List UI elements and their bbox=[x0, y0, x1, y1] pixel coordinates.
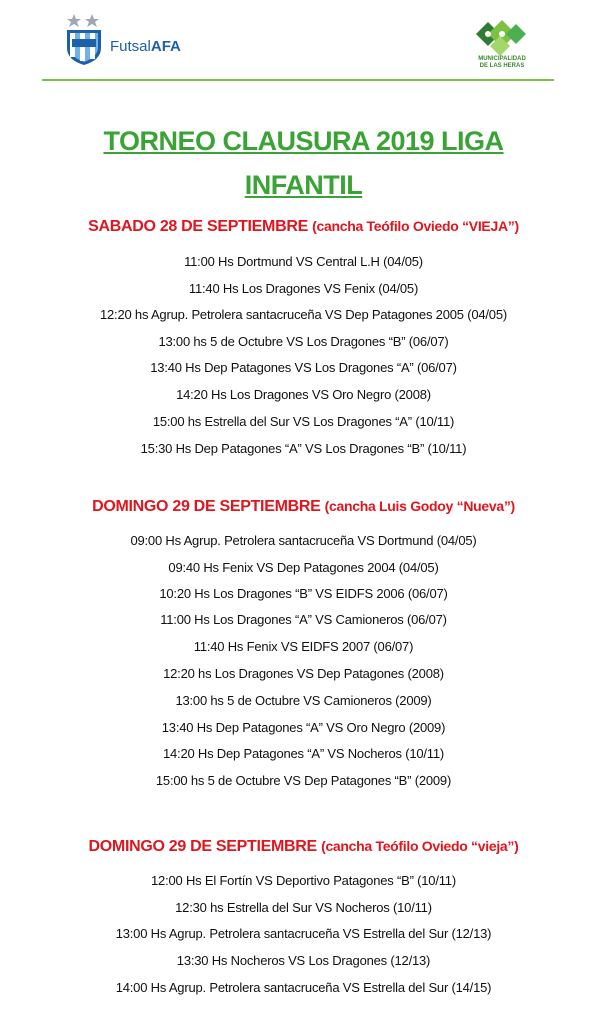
section-heading: SABADO 28 DE SEPTIEMBRE (cancha Teófilo Oviedo “VIEJA”) bbox=[88, 218, 519, 235]
match-row: 14:20 Hs Los Dragones VS Oro Negro (2008) bbox=[176, 387, 431, 402]
match-row: 14:20 Hs Dep Patagones “A” VS Nocheros (10/11) bbox=[162, 746, 445, 761]
match-row: 13:00 hs 5 de Octubre VS Camioneros (2009) bbox=[175, 693, 432, 708]
municipalidad-label: MUNICIPALIDAD DE LAS HERAS bbox=[478, 56, 526, 69]
afa-shield-logo bbox=[64, 12, 104, 66]
match-row: 13:00 hs 5 de Octubre VS Los Dragones “B” (06/07) bbox=[158, 334, 449, 349]
match-row: 11:40 Hs Los Dragones VS Fenix (04/05) bbox=[188, 281, 419, 296]
header-divider bbox=[42, 79, 554, 81]
match-row: 13:00 Hs Agrup. Petrolera santacruceña VS Estrella del Sur (12/13) bbox=[115, 926, 492, 941]
match-row: 11:00 Hs Dortmund VS Central L.H (04/05) bbox=[184, 254, 423, 269]
tournament-title-line2: INFANTIL bbox=[244, 170, 363, 200]
match-row: 09:40 Hs Fenix VS Dep Patagones 2004 (04/05) bbox=[168, 560, 439, 575]
header bbox=[0, 0, 607, 82]
match-row: 13:40 Hs Dep Patagones VS Los Dragones “A” (06/07) bbox=[150, 360, 457, 375]
match-row: 15:00 hs 5 de Octubre VS Dep Patagones “B” (2009) bbox=[155, 773, 452, 788]
match-row: 13:40 Hs Dep Patagones “A” VS Oro Negro (2009) bbox=[161, 720, 446, 735]
match-row: 11:00 Hs Los Dragones “A” VS Camioneros (06/07) bbox=[160, 612, 447, 627]
match-row: 09:00 Hs Agrup. Petrolera santacruceña VS Dortmund (04/05) bbox=[130, 533, 477, 548]
futsal-afa-brand: FutsalAFA bbox=[110, 38, 181, 55]
match-row: 14:00 Hs Agrup. Petrolera santacruceña VS Estrella del Sur (14/15) bbox=[115, 980, 492, 995]
match-row: 11:40 Hs Fenix VS EIDFS 2007 (06/07) bbox=[193, 639, 414, 654]
section-heading: DOMINGO 29 DE SEPTIEMBRE (cancha Luis Godoy “Nueva”) bbox=[92, 498, 515, 515]
match-row: 15:30 Hs Dep Patagones “A” VS Los Dragones “B” (10/11) bbox=[140, 441, 467, 456]
match-row: 13:30 Hs Nocheros VS Los Dragones (12/13) bbox=[176, 953, 431, 968]
match-row: 10:20 Hs Los Dragones “B” VS EIDFS 2006 (06/07) bbox=[159, 586, 448, 601]
match-row: 12:00 Hs El Fortín VS Deportivo Patagones “B” (10/11) bbox=[151, 873, 456, 888]
tournament-title-line1: TORNEO CLAUSURA 2019 LIGA bbox=[103, 126, 504, 156]
match-row: 12:30 hs Estrella del Sur VS Nocheros (10/11) bbox=[175, 900, 432, 915]
match-row: 15:00 hs Estrella del Sur VS Los Dragones “A” (10/11) bbox=[152, 414, 455, 429]
match-row: 12:20 hs Los Dragones VS Dep Patagones (2008) bbox=[163, 666, 444, 681]
match-row: 12:20 hs Agrup. Petrolera santacruceña VS Dep Patagones 2005 (04/05) bbox=[99, 307, 507, 322]
section-heading: DOMINGO 29 DE SEPTIEMBRE (cancha Teófilo Oviedo “vieja”) bbox=[88, 838, 519, 855]
